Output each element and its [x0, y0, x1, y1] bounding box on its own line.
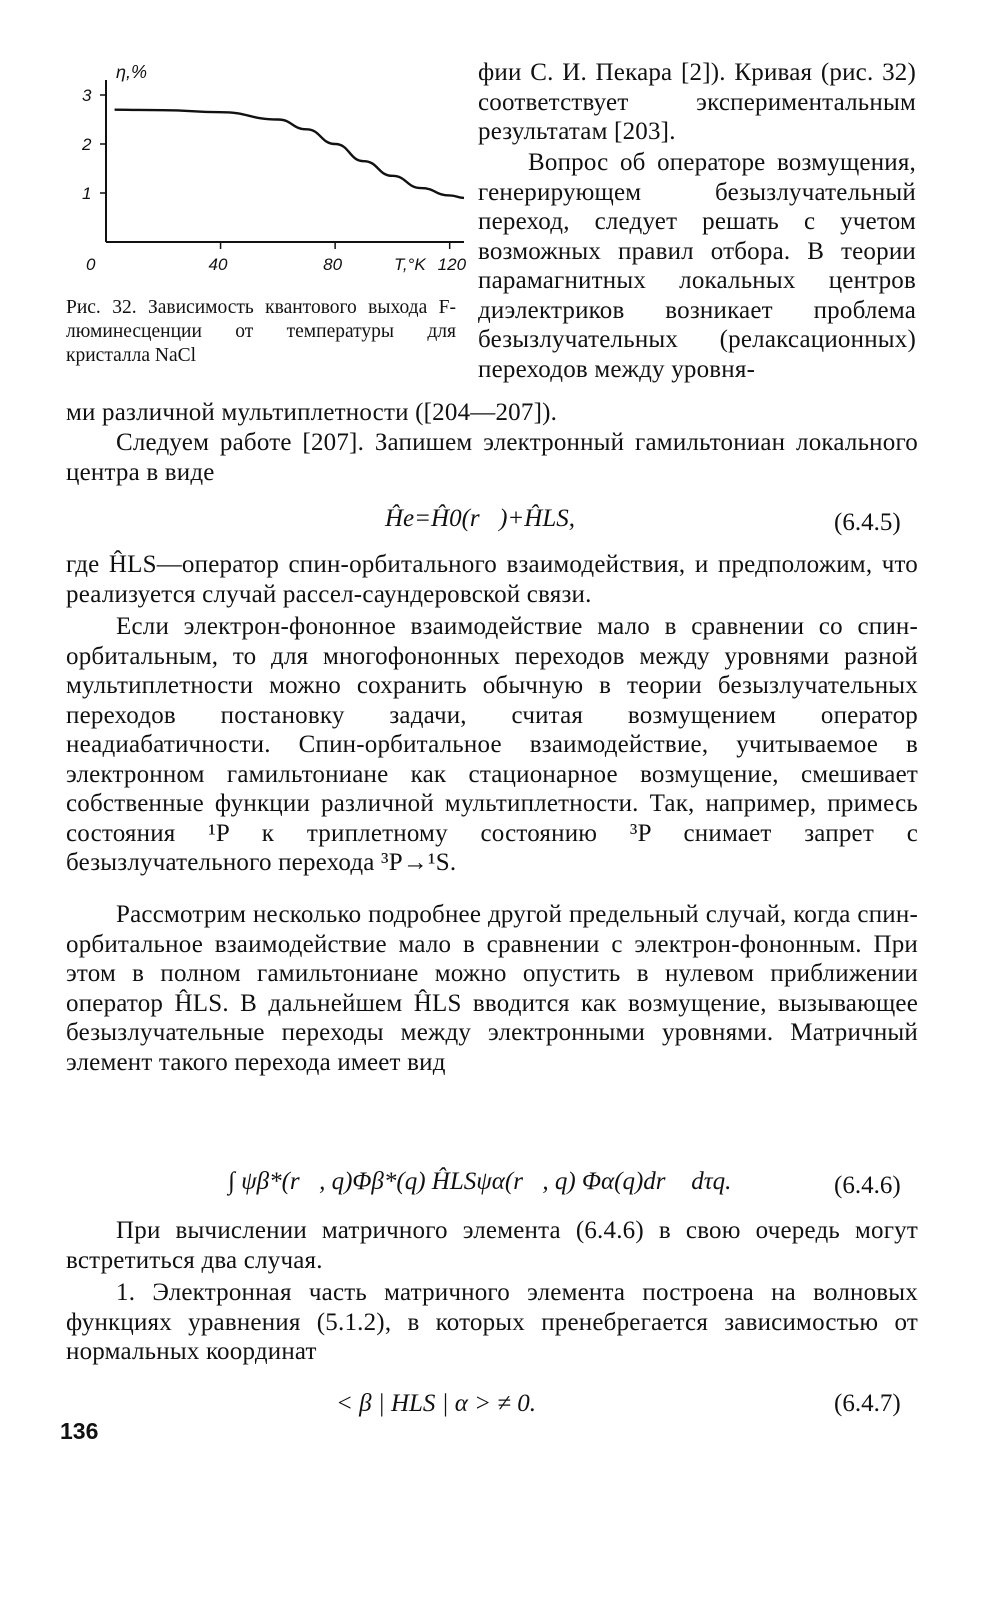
page-number: 136: [60, 1418, 99, 1444]
paragraph-2-continued: ми различной мультиплетности ([204—207]).: [66, 399, 558, 426]
x-tick-label: 120: [437, 255, 467, 274]
paragraph-8: 1. Электронная часть матричного элемента построена на волновых функциях уравнения (5.1.2), в которых пренебрегается зависимостью от нормальных координат: [66, 1279, 918, 1365]
paragraph-4: где ĤLS—оператор спин-орбитального взаимодействия, и предположим, что реализуется случай рассел-саундеровской связи.: [66, 551, 918, 608]
y-axis-label: η,%: [116, 62, 147, 82]
data-curve: [115, 110, 464, 198]
x-tick-label: 40: [208, 255, 228, 274]
paragraph-7: При вычислении матричного элемента (6.4.6) в свою очередь могут встретиться два случая.: [66, 1217, 918, 1274]
paragraph-2: Вопрос об операторе возмущения, генерирующем безызлучательный переход, следует решать с учетом возможных правил отбора. В теории парамагнитных локальных центров диэлектриков возникает проблема безызлучательных (релаксационных) переходов между уровня-: [478, 149, 916, 383]
y-tick-label: 3: [82, 86, 92, 105]
y-tick-label: 2: [82, 135, 92, 154]
x-tick-label: 0: [86, 255, 96, 274]
equation-6-4-7: < β | HLS | α > ≠ 0.: [336, 1390, 536, 1417]
equation-number-6-4-6: (6.4.6): [834, 1172, 901, 1199]
equation-6-4-5: Ĥe=Ĥ0(r⃗)+ĤLS,: [385, 505, 575, 532]
paragraph-6: Рассмотрим несколько подробнее другой предельный случай, когда спин-орбитальное взаимодействие мало в сравнении с электрон-фононным. При этом в полном гамильтониане можно опустить в нулевом приближении оператор ĤLS. В дальнейшем ĤLS вводится как возмущение, вызывающее безызлучательные переходы между электронными уровнями. Матричный элемент такого перехода имеет вид: [66, 901, 918, 1076]
paragraph-1: фии С. И. Пекара [2]). Кривая (рис. 32) соответствует экспериментальным результатам [203].: [478, 59, 916, 145]
y-tick-label: 1: [82, 184, 92, 203]
x-axis-label: T,°K: [394, 255, 426, 274]
paragraph-3: Следуем работе [207]. Запишем электронный гамильтониан локального центра в виде: [66, 429, 918, 486]
figure-caption: Рис. 32. Зависимость квантового выхода F-люминесценции от температуры для кристалла NaCl: [66, 297, 456, 366]
equation-number-6-4-5: (6.4.5): [834, 509, 901, 536]
figure-32-chart: [66, 55, 470, 285]
equation-number-6-4-7: (6.4.7): [834, 1390, 901, 1417]
equation-6-4-6: ∫ ψβ*(r⃗, q)Φβ*(q) ĤLSψα(r⃗, q) Φα(q)dr⃗ dτq.: [228, 1168, 732, 1195]
x-tick-label: 80: [323, 255, 343, 274]
paragraph-5: Если электрон-фононное взаимодействие мало в сравнении со спин-орбитальным, то для многофононных переходов между уровнями разной мультиплетности можно сохранить обычную в теории безызлучательных переходов постановку задачи, считая возмущением оператор неадиабатичности. Спин-орбитальное взаимодействие, учитываемое в электронном гамильтониане как стационарное возмущение, смешивает собственные функции различной мультиплетности. Так, например, примесь состояния ¹P к триплетному состоянию ³P снимает запрет с безызлучательного перехода ³P→¹S.: [66, 613, 918, 876]
